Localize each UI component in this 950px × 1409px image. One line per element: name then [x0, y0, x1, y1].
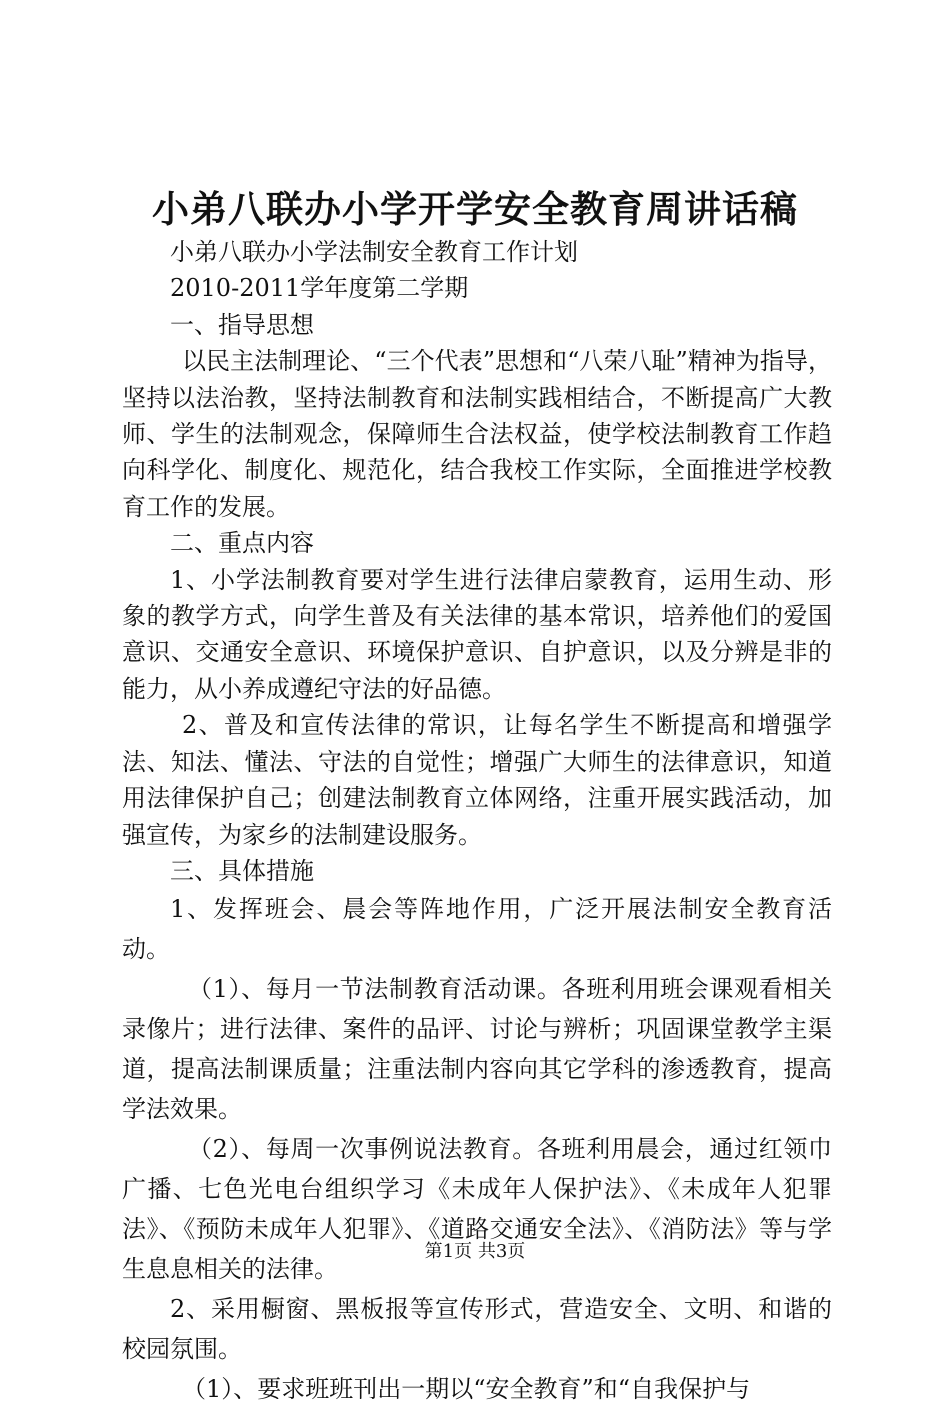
- paragraph-measure-1-sub-1: （1）、每月一节法制教育活动课。各班利用班会课观看相关录像片；进行法律、案件的品评、讨论与辨析；巩固课堂教学主渠道，提高法制课质量；注重法制内容向其它学科的渗透教育，提高学法效果。: [122, 975, 832, 1124]
- document-title: 小弟八联办小学开学安全教育周讲话稿: [152, 188, 798, 231]
- plan-heading: 小弟八联办小学法制安全教育工作计划: [170, 238, 578, 266]
- paragraph-guiding-thought: 以民主法制理论、“三个代表”思想和“八荣八耻”精神为指导，坚持以法治教，坚持法制教育和法制实践相结合，不断提高广大教师、学生的法制观念，保障师生合法权益，使学校法制教育工作趋向科学化、制度化、规范化，结合我校工作实际，全面推进学校教育工作的发展。: [122, 347, 832, 521]
- paragraph-measure-1: 1、发挥班会、晨会等阵地作用，广泛开展法制安全教育活动。: [122, 895, 832, 964]
- paragraph-measure-2: 2、采用橱窗、黑板报等宣传形式，营造安全、文明、和谐的校园氛围。: [122, 1295, 832, 1364]
- page-number-footer: 第1页 共3页: [424, 1241, 526, 1262]
- paragraph-key-content-1: 1、小学法制教育要对学生进行法律启蒙教育，运用生动、形象的教学方式，向学生普及有关法律的基本常识，培养他们的爱国意识、交通安全意识、环境保护意识、自护意识，以及分辨是非的能力，从小养成遵纪守法的好品德。: [122, 565, 832, 703]
- document-body: [122, 234, 832, 1409]
- paragraph-measure-1-sub-2: （2）、每周一次事例说法教育。各班利用晨会，通过红领巾广播、七色光电台组织学习《未成年人保护法》、《未成年人犯罪法》、《预防未成年人犯罪》、《道路交通安全法》、《消防法》等与学生息息相关的法律。: [122, 1135, 832, 1284]
- term-line: 2010-2011学年度第二学期: [170, 274, 469, 303]
- section-heading-guiding-thought: 一、指导思想: [170, 310, 314, 339]
- section-heading-key-content: 二、重点内容: [170, 529, 314, 558]
- paragraph-key-content-2: 2、普及和宣传法律的常识，让每名学生不断提高和增强学法、知法、懂法、守法的自觉性；增强广大师生的法律意识，知道用法律保护自己；创建法制教育立体网络，注重开展实践活动，加强宣传，为家乡的法制建设服务。: [122, 711, 832, 849]
- section-heading-measures: 三、具体措施: [170, 856, 314, 885]
- paragraph-measure-2-sub-1: （1）、要求班班刊出一期以“安全教育”和“自我保护与: [182, 1375, 751, 1404]
